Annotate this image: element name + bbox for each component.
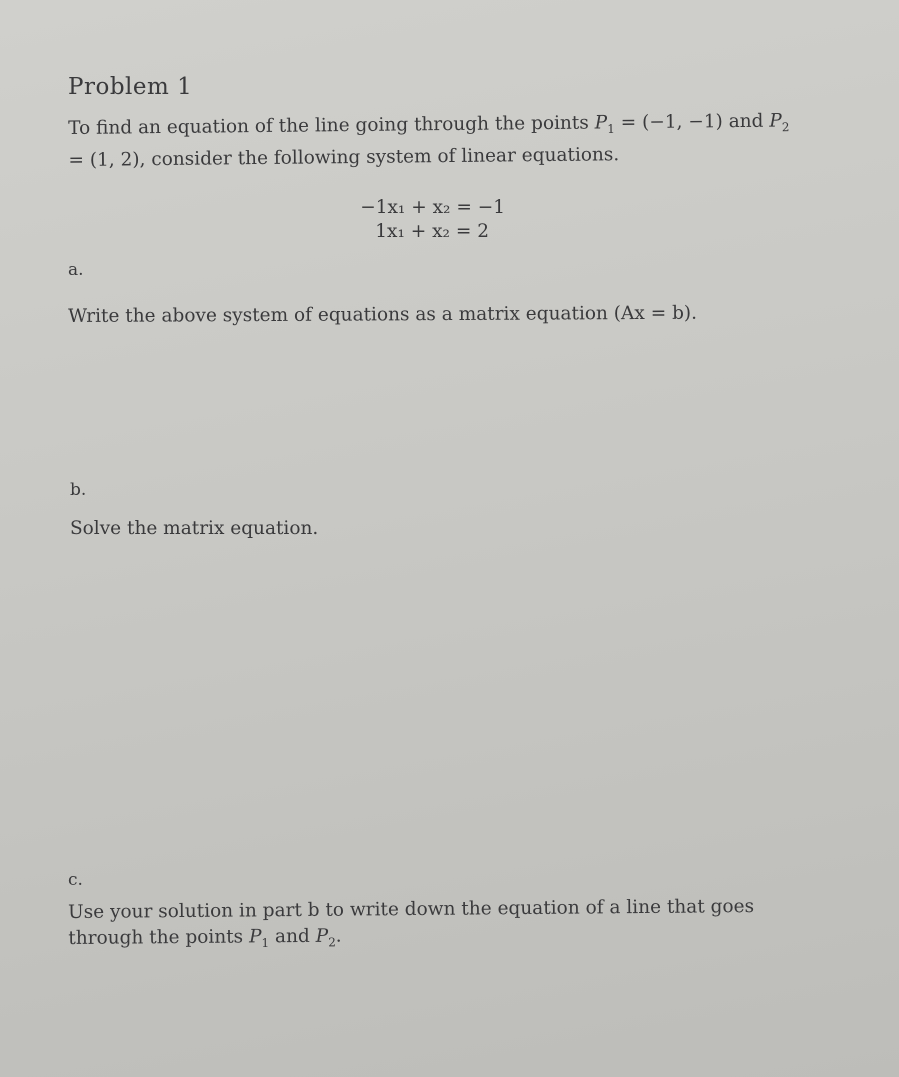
part-c-body: Use your solution in part b to write down the equation of a line that goes through the points bbox=[68, 896, 755, 949]
problem-intro bbox=[68, 108, 799, 173]
point-p2-sub: 2 bbox=[328, 935, 336, 950]
part-a-label: a. bbox=[68, 260, 84, 280]
point-p2: P bbox=[769, 110, 782, 132]
intro-text: = (1, 2), consider the following system of linear equations. bbox=[68, 143, 620, 171]
point-p1-sub: 1 bbox=[261, 935, 270, 951]
point-p2-sub: 2 bbox=[781, 120, 790, 135]
problem-title: Problem 1 bbox=[68, 74, 193, 100]
part-c-label: c. bbox=[68, 870, 83, 890]
part-c-text bbox=[68, 894, 798, 958]
part-b-text: Solve the matrix equation. bbox=[70, 518, 319, 539]
equation-2: 1x₁ + x₂ = 2 bbox=[375, 221, 489, 242]
intro-text: = (−1, −1) and bbox=[614, 110, 770, 134]
intro-text: To find an equation of the line going through the points bbox=[68, 112, 595, 139]
point-p1-sub: 1 bbox=[607, 121, 615, 137]
part-a-text: Write the above system of equations as a matrix equation (Ax = b). bbox=[68, 302, 698, 327]
equation-1: −1x₁ + x₂ = −1 bbox=[360, 197, 505, 218]
point-p1: P bbox=[594, 112, 608, 134]
part-b-label: b. bbox=[70, 480, 87, 500]
part-c-end: . bbox=[335, 925, 342, 947]
point-p2: P bbox=[315, 925, 329, 947]
point-p1: P bbox=[248, 926, 262, 948]
part-c-and: and bbox=[269, 925, 316, 948]
